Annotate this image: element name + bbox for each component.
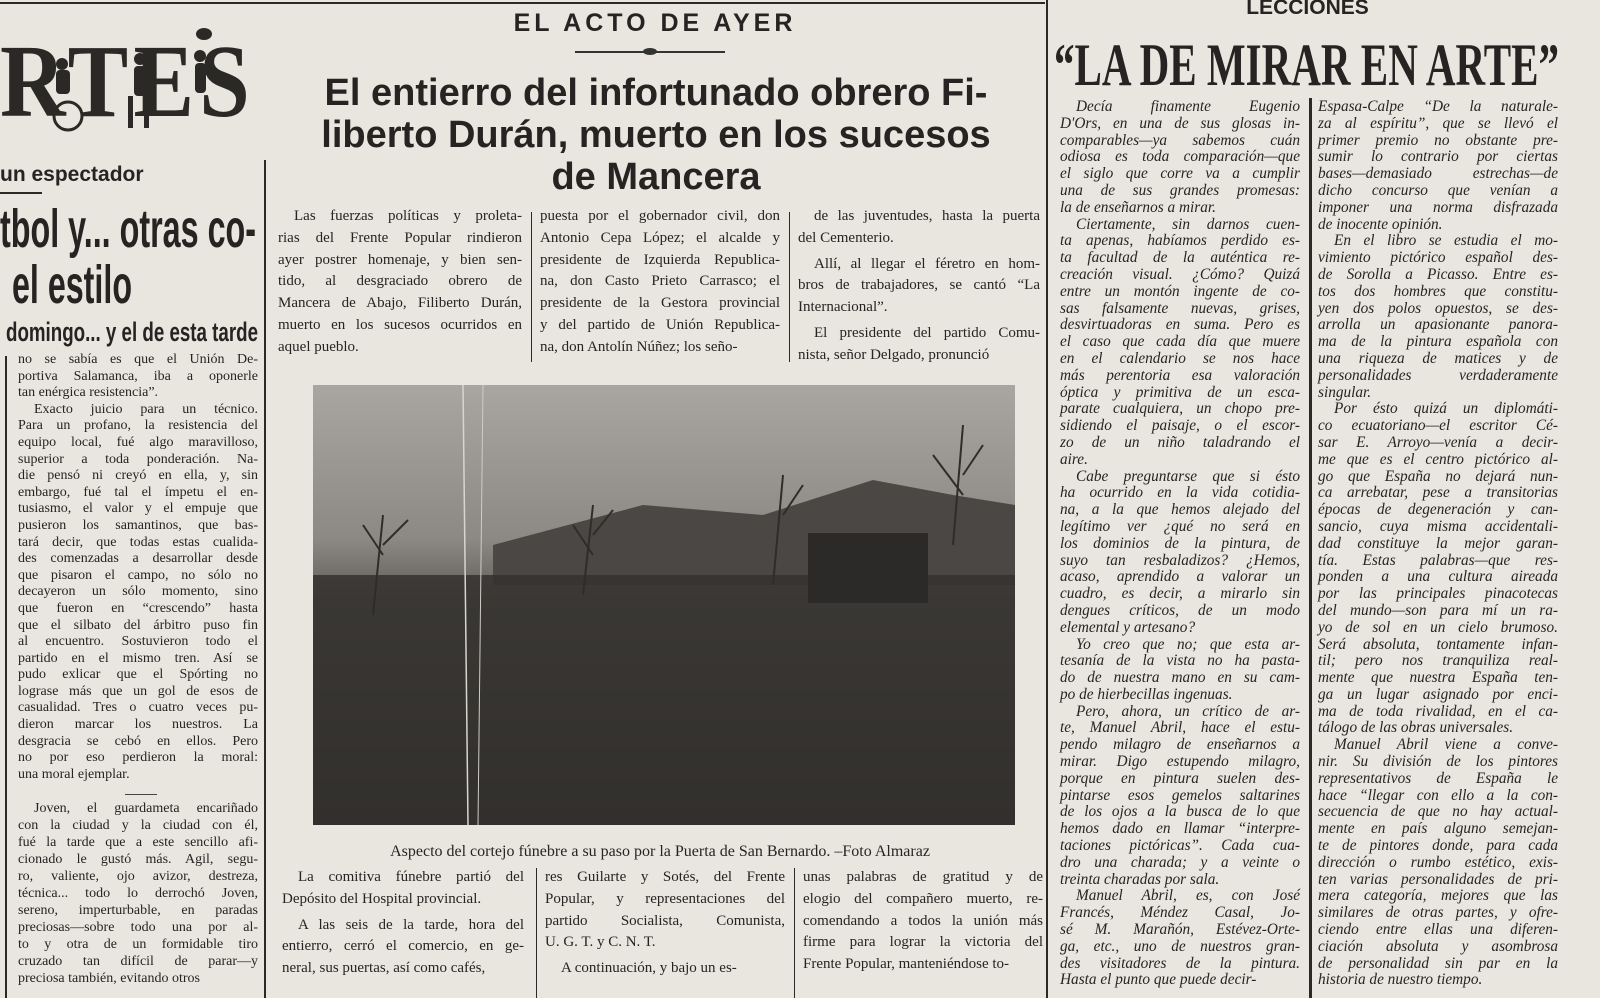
center-headline-line: liberto Durán, muerto en los sucesos bbox=[321, 114, 991, 156]
text-line: En el libro se estudia el mo- bbox=[1334, 232, 1558, 250]
text-line: dad constituye la mejor garan- bbox=[1318, 534, 1558, 552]
text-line: ga un lugar asignado por enci- bbox=[1318, 685, 1558, 703]
text-line: na, don Antolín Núñez; los seño- bbox=[540, 338, 738, 355]
text-line: na, a la que hemos alejado del bbox=[1060, 501, 1300, 519]
text-line: de personalidad sin par en la bbox=[1318, 954, 1558, 972]
essay-column-2 bbox=[1318, 99, 1558, 989]
text-line: te, Manuel Abril, hace el estu- bbox=[1060, 719, 1300, 737]
text-line: La comitiva fúnebre partió del bbox=[298, 869, 524, 885]
sports-headline-line1: tbol y... otras co- bbox=[0, 199, 257, 259]
text-line: Manuel Abril, es, con José bbox=[1076, 887, 1300, 905]
column-rule-inner-left bbox=[5, 356, 7, 998]
text-line: tía. Estas palabras—que res- bbox=[1318, 551, 1558, 569]
text-line: comparables—ya sabemos cuán bbox=[1060, 131, 1300, 149]
text-line: res Guilarte y Sotés, del Frente bbox=[545, 869, 785, 885]
text-line: neral, sus puertas, así como cafés, bbox=[282, 960, 486, 977]
text-line: ciación absoluta y asombrosa bbox=[1318, 937, 1558, 955]
column-rule-essay bbox=[1309, 98, 1312, 998]
text-line: dieron marcar los nuestros. La bbox=[18, 717, 258, 733]
text-line: Allí, al llegar el féretro en hom- bbox=[814, 255, 1040, 272]
text-line: tesanía de la vista no ha pasta- bbox=[1060, 652, 1300, 670]
center-top-column-3 bbox=[798, 206, 1040, 367]
byline: un espectador bbox=[0, 163, 144, 186]
text-line: sereno, imperturbable, en paradas bbox=[18, 903, 258, 918]
text-line: equipo local, fué algo maravilloso, bbox=[18, 434, 258, 450]
text-line: decayeron un sólo momento, sino bbox=[18, 584, 258, 600]
column-rule-center-1 bbox=[531, 212, 532, 362]
text-line: cruzado tan difícil de parar—y bbox=[18, 954, 258, 969]
sports-article-body bbox=[18, 352, 258, 783]
center-top-column-1 bbox=[278, 206, 522, 359]
text-line: treinta charadas por sala. bbox=[1060, 870, 1220, 888]
text-line: óptica y primitiva de un esca- bbox=[1060, 383, 1300, 401]
text-line: Cabe preguntarse que si ésto bbox=[1076, 467, 1300, 485]
text-line: dicho concurso que venían a bbox=[1318, 181, 1558, 199]
text-line: U. G. T. y C. N. T. bbox=[545, 934, 656, 951]
text-line: una de sus grandes promesas: bbox=[1060, 181, 1300, 199]
text-line: tido, al desgraciado obrero de bbox=[278, 273, 522, 290]
text-line: Por ésto quizá un diplomáti- bbox=[1334, 400, 1558, 418]
text-line: pudo exlicar que el Spórting no bbox=[18, 667, 258, 683]
text-line: te de pintores donde, para cada bbox=[1318, 837, 1558, 855]
right-headline: “LA DE MIRAR EN ARTE” bbox=[1054, 32, 1560, 98]
text-line: Manuel Abril viene a conve- bbox=[1334, 736, 1558, 754]
center-bottom-column-2 bbox=[545, 867, 785, 980]
text-line: la de enseñarnos a mirar. bbox=[1060, 198, 1216, 216]
text-line: aquel pueblo. bbox=[278, 338, 359, 355]
text-line: Para un profano, la resistencia del bbox=[18, 418, 258, 434]
text-line: za al espíritu”, que se llevó el bbox=[1318, 114, 1558, 132]
center-headline bbox=[278, 72, 1034, 198]
text-line: elemental y artesano? bbox=[1060, 618, 1196, 636]
text-line: embargo, fué tal el ímpetu el en- bbox=[18, 484, 258, 500]
text-line: Hasta el punto que puede decir- bbox=[1060, 971, 1257, 989]
text-line: pendo milagro de enseñarnos a bbox=[1060, 736, 1300, 754]
text-line: no se sabía es que el Unión De- bbox=[18, 352, 258, 367]
text-line: rias del Frente Popular rindieron bbox=[278, 229, 522, 246]
text-line: una moral ejemplar. bbox=[18, 766, 130, 782]
text-line: Será absoluta, tontamente infan- bbox=[1318, 635, 1558, 653]
center-bottom-column-3 bbox=[803, 867, 1043, 976]
text-line: Decía finamente Eugenio bbox=[1076, 98, 1300, 115]
text-line: nista, señor Delgado, pronunció bbox=[798, 346, 990, 363]
text-line: del Cementerio. bbox=[798, 229, 894, 246]
text-line: Popular, y representaciones del bbox=[545, 890, 785, 907]
text-line: entierro, cerró el comercio, en ge- bbox=[282, 938, 524, 955]
text-line: Yo creo que no; que esta ar- bbox=[1076, 635, 1300, 653]
text-line: yen dos polos opuestos, se des- bbox=[1318, 299, 1558, 317]
text-line: porque en pintura suelen des- bbox=[1060, 769, 1300, 787]
text-line: elogio del compañero muerto, re- bbox=[803, 890, 1043, 907]
column-rule-right bbox=[1046, 0, 1048, 998]
text-line: zo de un niño taladrando el bbox=[1060, 433, 1300, 451]
text-line: más perentoria esa valoración bbox=[1060, 366, 1300, 384]
text-line: bros de trabajadores, se cantó “La bbox=[798, 277, 1040, 294]
column-rule-center-3 bbox=[536, 868, 537, 998]
center-headline-row bbox=[278, 156, 1034, 198]
text-line: puesta por el gobernador civil, don bbox=[540, 208, 780, 224]
text-line: dengues críticos, de un modo bbox=[1060, 601, 1300, 619]
text-line: del mundo—son para mí un ra- bbox=[1318, 601, 1558, 619]
text-line: acaso, aprendido a valorar un bbox=[1060, 568, 1300, 586]
text-line: parate cualquiera, un chopo pre- bbox=[1060, 400, 1300, 418]
text-line: firme para lograr la victoria del bbox=[803, 934, 1043, 951]
text-line: Depósito del Hospital provincial. bbox=[282, 890, 482, 907]
text-line: mirar. Digo estupendo milagro, bbox=[1060, 753, 1300, 771]
text-line: aire. bbox=[1060, 450, 1088, 468]
text-line: mente en país alguno semejan- bbox=[1318, 820, 1558, 838]
text-line: entre un montón ingente de co- bbox=[1060, 282, 1300, 300]
text-line: El presidente del partido Comu- bbox=[814, 324, 1040, 341]
text-line: de los ojos a la busca de lo que bbox=[1060, 803, 1300, 821]
text-line: Las fuerzas políticas y proleta- bbox=[294, 208, 522, 224]
text-line: Internacional”. bbox=[798, 299, 888, 316]
text-line: pintarse esos gemelos saltarines bbox=[1060, 786, 1300, 804]
center-kicker: EL ACTO DE AYER bbox=[513, 9, 797, 37]
text-line: preciosas—sobre todo una por al- bbox=[18, 920, 258, 935]
sports-masthead-letters: RTES bbox=[0, 26, 256, 139]
text-line: presidente de la Gestora provincial bbox=[540, 295, 780, 312]
text-line: go que España no dejará nun- bbox=[1318, 467, 1558, 485]
text-line: D'Ors, en una de sus glosas in- bbox=[1060, 114, 1300, 132]
text-line: suyo tan resbaladizos? ¿Hemos, bbox=[1060, 551, 1300, 569]
text-line: una riqueza de matices y de bbox=[1318, 349, 1558, 367]
text-line: el siglo que corre va a cumplir bbox=[1060, 165, 1300, 183]
text-line: arrolla un apasionante panora- bbox=[1318, 316, 1558, 334]
text-line: A continuación, y bajo un es- bbox=[561, 960, 737, 977]
column-rule-center-2 bbox=[789, 212, 790, 362]
funeral-crowd-photo bbox=[313, 385, 1015, 825]
text-line: ciendo entre ellas una diferen- bbox=[1318, 921, 1558, 939]
text-line: Joven, el guardameta encariñado bbox=[34, 801, 258, 816]
text-line: Espasa-Calpe “De la naturale- bbox=[1318, 98, 1558, 115]
text-line: desgracia se cebó en ellos. Pero bbox=[18, 733, 258, 749]
text-line: comendando a todos la unión más bbox=[803, 912, 1043, 929]
text-line: de Sorolla a Picasso. Entre es- bbox=[1318, 265, 1558, 283]
text-line: ca arrebatar, pese a transitorias bbox=[1318, 484, 1558, 502]
text-line: taciones pictóricas”. Cada cua- bbox=[1060, 837, 1300, 855]
text-line: ayer postrer homenaje, y bien sen- bbox=[278, 251, 522, 268]
center-headline-row bbox=[278, 72, 1034, 114]
text-line: nir. Su división de los pintores bbox=[1318, 753, 1558, 771]
text-line: desvirtuadoras en suma. Pero es bbox=[1060, 316, 1300, 334]
text-line: que fueron en “crescendo” hasta bbox=[18, 600, 258, 616]
top-rule bbox=[0, 2, 1045, 4]
text-line: creación visual. ¿Cómo? Quizá bbox=[1060, 265, 1300, 283]
text-line: sidiendo el paisaje, o el escor- bbox=[1060, 417, 1300, 435]
text-line: historia de nuestro tiempo. bbox=[1318, 971, 1483, 989]
kicker-ornament bbox=[575, 50, 725, 54]
text-line: técnica... todo lo derrochó Joven, bbox=[18, 886, 258, 901]
text-line: portiva Salamanca, iba a oponerle bbox=[18, 368, 258, 384]
column-rule-center-4 bbox=[794, 868, 795, 998]
text-line: partido Socialista, Comunista, bbox=[545, 912, 785, 929]
text-line: sas falsamente nuevas, grises, bbox=[1060, 299, 1300, 317]
text-line: sumir lo contrario por ciertas bbox=[1318, 148, 1558, 166]
text-line: do de nuestra mano en su cam- bbox=[1060, 669, 1300, 687]
text-line: ha ocurrido en la vida cotidia- bbox=[1060, 484, 1300, 502]
text-line: ma de la pintura española con bbox=[1318, 333, 1558, 351]
text-line: épocas de degeneración y can- bbox=[1318, 501, 1558, 519]
sports-headline-line2: el estilo bbox=[12, 255, 133, 315]
text-line: ga, etc., uno de nuestros gran- bbox=[1060, 937, 1300, 955]
center-headline-line: El entierro del infortunado obrero Fi- bbox=[324, 72, 988, 114]
text-line: cuadro, es decir, a mirarlo sin bbox=[1060, 585, 1300, 603]
text-line: bases—demasiado estrechas—de bbox=[1318, 165, 1558, 183]
text-line: de las juventudes, hasta la puerta bbox=[814, 208, 1040, 224]
text-line: cionado le gustó más. Agil, segu- bbox=[18, 852, 258, 867]
text-line: legítimo ver ¿qué no será en bbox=[1060, 517, 1300, 535]
text-line: partido en el mismo tren. Así se bbox=[18, 650, 258, 666]
text-line: secuencia de que no hay actual- bbox=[1318, 803, 1558, 821]
text-line: ta facultad de la auténtica re- bbox=[1060, 249, 1300, 267]
center-headline-row bbox=[278, 114, 1034, 156]
text-line: ma de toda rivalidad, en el ca- bbox=[1318, 702, 1558, 720]
center-bottom-column-1 bbox=[282, 867, 524, 980]
text-line: odiosa es toda comparación—que bbox=[1060, 148, 1300, 166]
text-line: en el calendario se nos hace bbox=[1060, 349, 1300, 367]
text-line: que el silbato del árbitro puso fin bbox=[18, 617, 258, 633]
text-line: tos dos hombres que constitu- bbox=[1318, 282, 1558, 300]
text-line: presidente de Izquierda Republica- bbox=[540, 251, 780, 268]
text-line: Antonio Cepa López; el alcalde y bbox=[540, 229, 780, 246]
text-line: que pisaron el campo, no sólo no bbox=[18, 567, 258, 583]
text-line: preciosa también, evitando otros bbox=[18, 971, 200, 986]
text-line: des comenzadas a desarrollar desde bbox=[18, 551, 258, 567]
text-line: na, don Casto Prieto Carrasco; el bbox=[540, 273, 780, 290]
photo-caption: Aspecto del cortejo fúnebre a su paso por la Puerta de San Bernardo. –Foto Almaraz bbox=[390, 843, 930, 860]
sports-subhead: domingo... y el de esta tarde bbox=[6, 317, 258, 347]
text-line: yo de sol en un cielo brumoso. bbox=[1318, 618, 1558, 636]
text-line: dro una charada; y a veinte o bbox=[1060, 853, 1300, 871]
funeral-photo bbox=[313, 385, 1015, 825]
right-kicker: LECCIONES bbox=[1246, 0, 1369, 19]
center-top-column-2 bbox=[540, 206, 780, 359]
text-line: ponden a una cultura aireada bbox=[1318, 568, 1558, 586]
text-line: los dominios de la pintura, de bbox=[1060, 534, 1300, 552]
text-line: sar E. Arroyo—venía a decir- bbox=[1318, 433, 1558, 451]
text-line: Exacto juicio para un técnico. bbox=[34, 401, 258, 417]
center-headline-line: de Mancera bbox=[551, 156, 761, 198]
text-line: sancio, cuya misma accidentali- bbox=[1318, 517, 1558, 535]
section-divider bbox=[125, 794, 157, 795]
text-line: til; pero nos tranquiliza real- bbox=[1318, 652, 1558, 670]
text-line: hemos dado en llamar “interpre- bbox=[1060, 820, 1300, 838]
text-line: Pero, ahora, un crítico de ar- bbox=[1076, 702, 1300, 720]
text-line: pusieron los samantinos, que bas- bbox=[18, 517, 258, 533]
text-line: imponer una norma disfrazada bbox=[1318, 198, 1558, 216]
text-line: por las principales pinacotecas bbox=[1318, 585, 1558, 603]
text-line: singular. bbox=[1318, 383, 1372, 401]
text-line: hace “llegar con ello a la con- bbox=[1318, 786, 1558, 804]
text-line: mente que nuestra España ten- bbox=[1318, 669, 1558, 687]
text-line: me que es el centro pictórico al- bbox=[1318, 450, 1558, 468]
sports-masthead bbox=[0, 26, 258, 141]
text-line: representativos de España le bbox=[1318, 769, 1558, 787]
text-line: Mancera de Abajo, Filiberto Durán, bbox=[278, 295, 522, 312]
text-line: des visitadores de la pintura. bbox=[1060, 954, 1300, 972]
text-line: Frente Popular, manteniéndose to- bbox=[803, 956, 1010, 973]
text-line: superior a toda ponderación. Na- bbox=[18, 451, 258, 467]
essay-column-1 bbox=[1060, 99, 1300, 989]
byline-rule bbox=[0, 192, 42, 194]
text-line: to y otra de un formidable tiro bbox=[18, 937, 258, 952]
text-line: ten varias personalidades de pri- bbox=[1318, 870, 1558, 888]
column-rule-left bbox=[264, 160, 266, 998]
text-line: ta apenas, habíamos perdido es- bbox=[1060, 232, 1300, 250]
text-line: muerto en los sucesos ocurridos en bbox=[278, 316, 522, 333]
text-line: co ecuatoriano—el escritor Cé- bbox=[1318, 417, 1558, 435]
text-line: tan enérgica resistencia”. bbox=[18, 385, 159, 401]
text-line: fué la tarde que a este sencillo afi- bbox=[18, 835, 258, 850]
text-line: no por eso perdieron la moral: bbox=[18, 750, 258, 766]
text-line: de inocente opinión. bbox=[1318, 215, 1443, 233]
text-line: y del partido de Unión Republica- bbox=[540, 316, 780, 333]
text-line: dirección o rumbo estético, exis- bbox=[1318, 853, 1558, 871]
text-line: personalidades verdaderamente bbox=[1318, 366, 1558, 384]
text-line: vimiento pictórico español des- bbox=[1318, 249, 1558, 267]
text-line: Francés, Méndez Casal, Jo- bbox=[1060, 904, 1300, 922]
text-line: mera categoría, mejores que las bbox=[1318, 887, 1558, 905]
text-line: lograse más que un gol de esos de bbox=[18, 683, 258, 699]
text-line: al encuentro. Sostuvieron todo el bbox=[18, 634, 258, 650]
text-line: primer premio no obstante pre- bbox=[1318, 131, 1558, 149]
text-line: Ciertamente, sin darnos cuen- bbox=[1076, 215, 1300, 233]
text-line: tará decir, que todas estas cualida- bbox=[18, 534, 258, 550]
text-line: die pensó ni creyó en ella, y, sin bbox=[18, 468, 258, 484]
text-line: ro, valiente, ojo avizor, destreza, bbox=[18, 869, 258, 884]
text-line: A las seis de la tarde, hora del bbox=[298, 916, 524, 933]
text-line: sé M. Marañón, Estévez-Orte- bbox=[1060, 921, 1300, 939]
text-line: unas palabras de gratitud y de bbox=[803, 869, 1043, 885]
text-line: con la ciudad y la ciudad con él, bbox=[18, 818, 258, 833]
text-line: po de hierbecillas ingenuas. bbox=[1060, 685, 1233, 703]
text-line: similares de otras partes, y ofre- bbox=[1318, 904, 1558, 922]
sports-article-body-2 bbox=[18, 800, 258, 987]
text-line: el caso que cada día que muere bbox=[1060, 333, 1300, 351]
text-line: tálogo de las obras universales. bbox=[1318, 719, 1514, 737]
text-line: casualidad. Tres o cuatro veces pu- bbox=[18, 700, 258, 716]
text-line: tusiasmo, el valor y el empuje que bbox=[18, 501, 258, 517]
